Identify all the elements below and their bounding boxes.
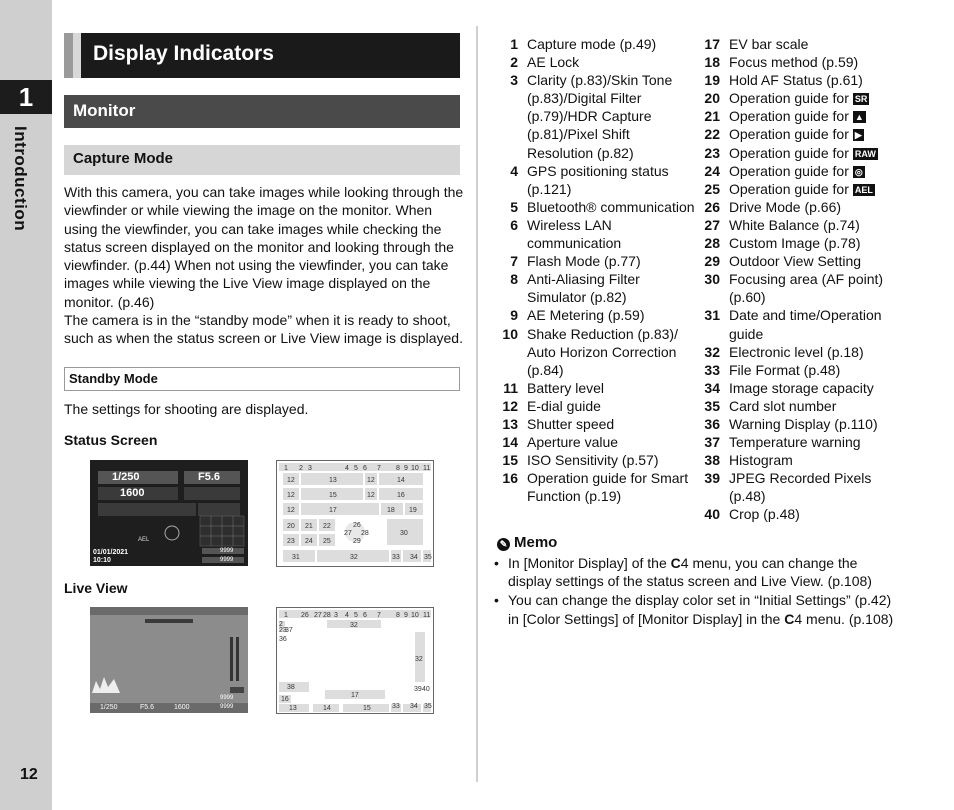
list-item-text: Operation guide for Smart Function (p.19) [527,470,689,505]
svg-text:6: 6 [363,612,367,619]
list-item [680,53,904,71]
list-item-number: 27 [704,216,720,233]
list-item-text: Clarity (p.83)/Skin Tone (p.83)/Digital Filter (p.79)/HDR Capture (p.81)/Pixel Shift Resolution (p.82) [527,72,673,161]
svg-text:7: 7 [377,612,381,619]
diag-top-4: 4 [345,465,349,472]
live-aperture: F5.6 [140,704,155,711]
list-item-number: 11 [503,379,518,396]
section-title: Display Indicators [64,33,460,78]
list-item [680,379,904,397]
list-item-number: 23 [704,144,720,161]
list-item-text: Shake Reduction (p.83)/ Auto Horizon Correction (p.84) [527,325,678,378]
list-item [680,469,904,505]
list-item-number: 40 [704,506,720,523]
list-item-number: 36 [704,415,720,432]
list-item-text: Operation guide for ◎ [729,162,863,179]
svg-text:21: 21 [305,523,313,530]
list-item-text: Capture mode (p.49) [527,36,657,52]
list-item [680,125,904,143]
svg-text:3: 3 [334,612,338,619]
list-item-text: Battery level [527,379,605,396]
svg-text:11: 11 [423,612,431,619]
list-item [680,107,904,125]
svg-text:12: 12 [287,507,295,514]
svg-text:9: 9 [404,612,408,619]
svg-text:32: 32 [350,554,358,561]
list-item [478,252,697,270]
list-item-text: Histogram [729,452,793,469]
list-item [680,397,904,415]
list-item [680,270,904,306]
list-item [680,505,904,523]
svg-text:36: 36 [279,636,287,643]
svg-text:12: 12 [287,477,295,484]
list-item [478,198,697,216]
diag-top-9: 9 [404,465,408,472]
list-item [478,71,697,161]
list-item-text: Operation guide for ▲ [729,108,864,125]
svg-text:32: 32 [350,622,358,629]
topic-title: Capture Mode [64,145,460,175]
chapter-title: Introduction [11,126,30,232]
svg-text:17: 17 [351,692,359,699]
list-item-text: GPS positioning status (p.121) [527,162,669,197]
list-item [478,270,697,306]
list-item [680,180,904,198]
list-item-text: Focus method (p.59) [729,54,859,71]
list-item-number: 13 [502,415,518,432]
list-item-number: 24 [704,162,720,179]
status-aperture: F5.6 [198,471,221,483]
svg-text:34: 34 [410,554,418,561]
list-item-number: 6 [510,216,518,233]
button-glyph-icon: SR [854,94,868,105]
list-item [680,415,904,433]
memo-heading: ✎ Memo [497,534,557,551]
list-item-text: Operation guide for ▶ [729,126,862,143]
list-item-number: 20 [704,90,720,107]
svg-text:2: 2 [279,621,283,628]
page-number: 12 [20,766,38,783]
list-item-number: 8 [510,271,518,288]
list-item-text: Shutter speed [527,415,615,432]
list-item-number: 38 [704,452,720,469]
button-glyph-icon: RAW [854,148,876,159]
svg-text:35: 35 [424,703,432,710]
list-item-text: File Format (p.48) [729,361,841,378]
diag-top-10: 10 [411,465,419,472]
list-item-number: 1 [510,36,518,52]
svg-text:23: 23 [287,538,295,545]
chapter-sidebar [0,0,52,810]
list-item [478,415,697,433]
list-item-text: Operation guide for RAW [729,144,876,161]
list-item-text: JPEG Recorded Pixels (p.48) [729,470,872,505]
list-item-text: Drive Mode (p.66) [729,198,842,215]
intro-text: With this camera, you can take images while looking through the viewfinder or while viewing the image on the monitor. When using the viewfinder, you can take images while checking the status screen displayed on the monitor and looking through the viewfinder. (p.44) When not using the viewfinder, you can take images while viewing the Live View image displayed on the monitor. (p.46) The camera is in the “standby mode” when it is ready to shoot, such as when the status screen or Live View image is displayed. [64,184,464,347]
list-item-text: Outdoor View Setting [729,253,862,270]
list-item-number: 30 [704,271,720,288]
diag-top-2: 2 [299,465,303,472]
list-item [680,361,904,379]
live-view-diagram [276,607,434,714]
list-item [680,234,904,252]
list-item [680,306,904,342]
list-item [478,306,697,324]
live-iso: 1600 [174,704,190,711]
list-item-text: Bluetooth® communication [527,198,695,215]
button-glyph-icon: ▲ [854,112,864,123]
list-item [680,343,904,361]
list-item-text: E-dial guide [527,397,601,414]
list-item-number: 7 [510,253,518,270]
indicator-list-right [680,35,904,524]
list-item-number: 16 [502,470,518,487]
svg-text:30: 30 [400,530,408,537]
list-item-number: 2 [510,54,518,71]
live-view-heading: Live View [64,580,128,596]
svg-text:1: 1 [284,612,288,619]
svg-text:26: 26 [353,522,361,529]
diag-top-1: 1 [284,465,288,472]
list-item-number: 26 [704,198,720,215]
list-item-text: Aperture value [527,434,619,451]
svg-text:27: 27 [344,530,352,537]
svg-text:40: 40 [422,686,430,693]
svg-text:23: 23 [279,627,287,634]
list-item [680,433,904,451]
list-item-number: 33 [704,361,720,378]
list-item-text: AE Metering (p.59) [527,307,645,324]
settings-text: The settings for shooting are displayed. [64,401,309,417]
list-item-number: 17 [704,36,720,52]
diag-top-8: 8 [396,465,400,472]
svg-text:24: 24 [305,538,313,545]
live-shutter: 1/250 [100,704,118,711]
list-item-text: Electronic level (p.18) [729,343,864,360]
svg-text:27: 27 [314,612,322,619]
list-item-number: 3 [510,72,518,89]
list-item-number: 25 [704,180,720,197]
list-item [478,325,697,379]
list-item-number: 28 [704,235,720,252]
list-item-number: 14 [502,434,518,451]
svg-text:29: 29 [353,538,361,545]
list-item-number: 39 [704,470,720,487]
list-item [478,433,697,451]
status-screen-image [90,460,248,566]
memo-bullet: • You can change the display color set in “Initial Settings” (p.42) in [Color Settings] of [Monitor Display] in the C4 menu. (p.108) [494,592,894,627]
svg-text:12: 12 [287,492,295,499]
svg-text:5: 5 [354,612,358,619]
svg-text:15: 15 [329,492,337,499]
svg-text:12: 12 [367,477,375,484]
list-item [680,162,904,180]
diag-top-6: 6 [363,465,367,472]
list-item-text: Wireless LAN communication [527,216,622,252]
list-item-number: 9 [510,307,518,324]
list-item-number: 34 [704,379,720,396]
svg-text:33: 33 [392,703,400,710]
button-glyph-icon: ▶ [854,130,862,141]
svg-text:12: 12 [367,492,375,499]
list-item-number: 18 [704,54,720,71]
list-item-text: Custom Image (p.78) [729,235,861,252]
list-item [680,451,904,469]
status-screen-heading: Status Screen [64,432,158,448]
list-item [680,216,904,234]
list-item-text: EV bar scale [729,36,809,52]
list-item-text: Focusing area (AF point) (p.60) [729,271,884,306]
list-item [680,252,904,270]
list-item-number: 10 [502,325,518,342]
status-shutter: 1/250 [112,471,140,483]
svg-text:34: 34 [410,703,418,710]
list-item-text: Crop (p.48) [729,506,800,523]
svg-text:39: 39 [414,686,422,693]
list-item-text: White Balance (p.74) [729,216,860,233]
svg-text:28: 28 [323,612,331,619]
list-item [680,144,904,162]
list-item-text: Image storage capacity [729,379,874,396]
subsection-title: Monitor [64,95,460,128]
svg-text:13: 13 [289,705,297,712]
list-item-text: Flash Mode (p.77) [527,253,641,270]
svg-text:32: 32 [415,656,423,663]
list-item-number: 4 [510,162,518,179]
list-item [680,35,904,53]
svg-text:14: 14 [323,705,331,712]
list-item-number: 19 [704,72,720,89]
list-item [478,451,697,469]
list-item-text: Operation guide for AEL [729,180,873,197]
list-item-number: 5 [510,198,518,215]
diag-top-3: 3 [308,465,312,472]
diag-top-11: 11 [423,465,431,472]
list-item-text: Hold AF Status (p.61) [729,72,863,89]
svg-text:16: 16 [397,492,405,499]
svg-text:31: 31 [292,554,300,561]
svg-text:10: 10 [411,612,419,619]
status-count2: 9999 [220,557,234,563]
list-item [680,71,904,89]
status-ael: AEL [138,537,150,543]
list-item-text: AE Lock [527,54,580,71]
svg-text:33: 33 [392,554,400,561]
list-item-number: 35 [704,397,720,414]
list-item [478,216,697,252]
list-item-text: Warning Display (p.110) [729,415,878,432]
memo-bullets [494,554,894,629]
button-glyph-icon: ◎ [854,166,863,177]
svg-text:4: 4 [345,612,349,619]
svg-text:16: 16 [281,696,289,703]
svg-text:18: 18 [387,507,395,514]
svg-text:8: 8 [396,612,400,619]
list-item [478,397,697,415]
list-item-number: 31 [704,307,720,324]
svg-text:14: 14 [397,477,405,484]
chapter-number: 1 [0,80,52,114]
live-view-image [90,607,248,713]
list-item-number: 21 [704,108,720,125]
list-item-text: Temperature warning [729,434,861,451]
list-item-text: Date and time/Operation guide [729,307,882,342]
svg-text:15: 15 [363,705,371,712]
list-item-text: Card slot number [729,397,837,414]
button-glyph-icon: AEL [854,184,873,195]
svg-text:17: 17 [329,507,337,514]
svg-text:13: 13 [329,477,337,484]
diag-top-5: 5 [354,465,358,472]
list-item [478,53,697,71]
status-iso: 1600 [120,487,145,499]
live-count1: 9999 [220,695,234,701]
list-item-number: 32 [704,343,720,360]
list-item [478,469,697,505]
svg-text:35: 35 [424,554,432,561]
list-item [478,162,697,198]
list-item-number: 22 [704,126,720,143]
list-item-number: 12 [502,397,518,414]
list-item-number: 37 [704,434,720,451]
live-count2: 9999 [220,704,234,710]
list-item-text: ISO Sensitivity (p.57) [527,452,659,469]
list-item-text: Anti-Aliasing Filter Simulator (p.82) [527,271,640,306]
svg-text:38: 38 [287,684,295,691]
svg-text:28: 28 [361,530,369,537]
list-item [478,35,697,53]
list-item-text: Operation guide for SR [729,90,868,107]
svg-text:19: 19 [409,507,417,514]
status-count1: 9999 [220,548,234,554]
memo-bullet: • In [Monitor Display] of the C4 menu, you can change the display settings of the status screen and Live View. (p.108) [494,555,872,590]
svg-text:22: 22 [323,523,331,530]
list-item [680,198,904,216]
svg-text:25: 25 [323,538,331,545]
list-item [680,89,904,107]
svg-text:37: 37 [285,627,293,634]
status-date: 01/01/2021 [93,549,129,556]
list-item-number: 15 [502,452,518,469]
list-item [478,379,697,397]
status-time: 10:10 [93,557,111,564]
memo-icon: ✎ [497,538,510,551]
indicator-list-left [478,35,697,505]
status-screen-diagram [276,460,434,567]
svg-text:26: 26 [301,612,309,619]
svg-text:20: 20 [287,523,295,530]
standby-heading: Standby Mode [64,367,460,391]
diag-top-7: 7 [377,465,381,472]
list-item-number: 29 [704,253,720,270]
